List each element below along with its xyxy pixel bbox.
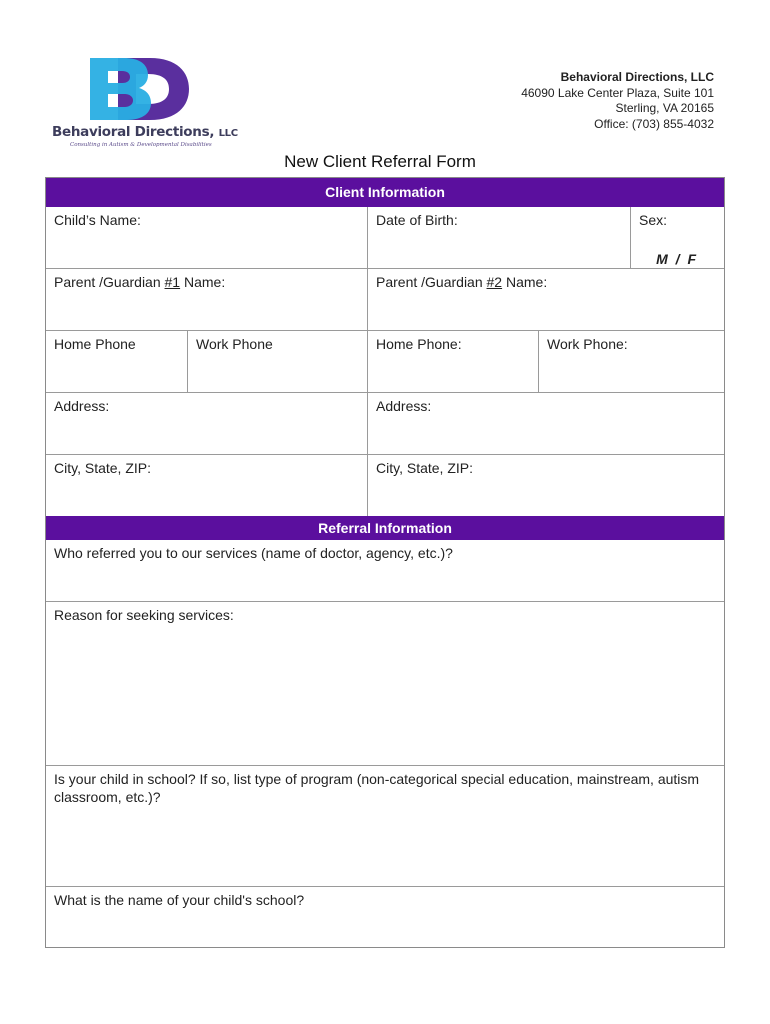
- guardian-1-work-phone-field[interactable]: [188, 331, 368, 393]
- address-street: 46090 Lake Center Plaza, Suite 101: [521, 85, 714, 100]
- logo-company-name: Behavioral Directions, LLC: [52, 124, 238, 140]
- home-phone-label: Home Phone:: [376, 336, 462, 352]
- logo-tagline: Consulting in Autism & Developmental Disabilities: [70, 142, 212, 148]
- guardian-1-name-field[interactable]: [46, 269, 368, 331]
- school-program-field[interactable]: [46, 766, 724, 887]
- childs-name-field[interactable]: [46, 207, 368, 269]
- work-phone-label: Work Phone:: [547, 336, 628, 352]
- address-city: Sterling, VA 20165: [615, 101, 714, 115]
- guardian-1-address-field[interactable]: [46, 393, 368, 455]
- who-referred-label: Who referred you to our services (name of doctor, agency, etc.)?: [54, 545, 453, 561]
- guardian-2-work-phone-field[interactable]: [539, 331, 724, 393]
- guardian-1-city-state-zip-field[interactable]: [46, 455, 368, 516]
- city-state-zip-label: City, State, ZIP:: [54, 460, 151, 476]
- address-office-phone: Office: (703) 855-4032: [594, 116, 714, 131]
- city-state-zip-label: City, State, ZIP:: [376, 460, 473, 476]
- company-address: [521, 70, 714, 132]
- client-information-header: Client Information: [46, 178, 724, 207]
- guardian-2-home-phone-field[interactable]: [368, 331, 539, 393]
- reason-label: Reason for seeking services:: [54, 607, 234, 623]
- guardian-2-city-state-zip-field[interactable]: [368, 455, 724, 516]
- who-referred-field[interactable]: [46, 540, 724, 602]
- guardian-2-name-label: Parent /Guardian #2 Name:: [376, 274, 548, 290]
- school-program-label: Is your child in school? If so, list type of program (non-categorical special education, mainstream, autism classroom, etc.)?: [54, 771, 700, 805]
- guardian-1-name-label: Parent /Guardian #1 Name:: [54, 274, 226, 290]
- guardian-2-address-field[interactable]: [368, 393, 724, 455]
- sex-options[interactable]: M / F: [656, 251, 696, 267]
- home-phone-label: Home Phone: [54, 336, 136, 352]
- address-label: Address:: [54, 398, 110, 414]
- work-phone-label: Work Phone: [196, 336, 273, 352]
- date-of-birth-field[interactable]: [368, 207, 631, 269]
- reason-for-services-field[interactable]: [46, 602, 724, 766]
- referral-form: [45, 177, 725, 948]
- childs-name-label: Child’s Name:: [54, 212, 141, 228]
- address-label: Address:: [376, 398, 432, 414]
- guardian-1-home-phone-field[interactable]: [46, 331, 188, 393]
- guardian-2-name-field[interactable]: [368, 269, 724, 331]
- address-company: Behavioral Directions, LLC: [560, 70, 714, 84]
- referral-information-header: Referral Information: [46, 516, 724, 540]
- school-name-label: What is the name of your child's school?: [54, 892, 305, 908]
- school-name-field[interactable]: [46, 887, 724, 947]
- company-logo: [52, 56, 237, 151]
- bd-logo-mark: [52, 56, 192, 122]
- date-of-birth-label: Date of Birth:: [376, 212, 458, 228]
- sex-label: Sex:: [639, 212, 668, 228]
- sex-field[interactable]: [631, 207, 724, 269]
- form-title: New Client Referral Form: [284, 152, 476, 171]
